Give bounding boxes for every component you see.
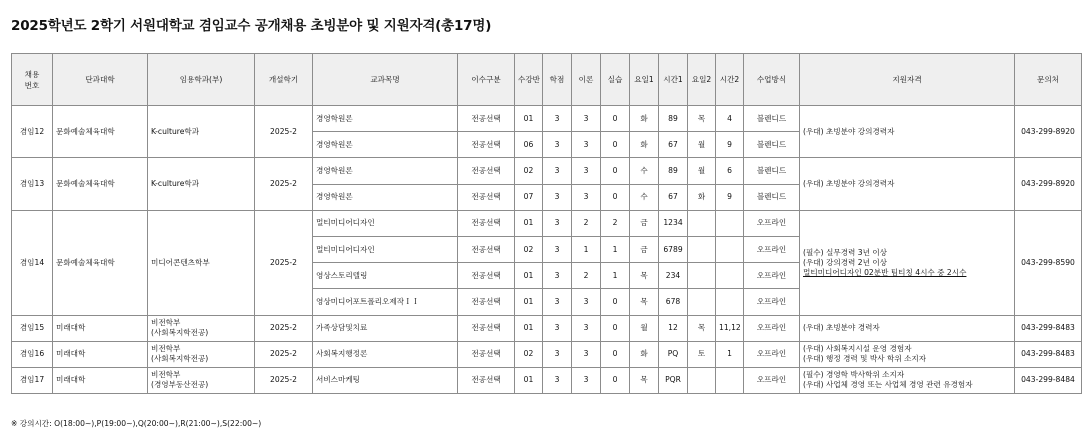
cell-type: 전공선택 xyxy=(458,106,515,132)
cell-method: 오프라인 xyxy=(744,210,800,236)
cell-method: 블렌디드 xyxy=(744,158,800,184)
cell-day2 xyxy=(688,367,716,393)
header-type: 이수구분 xyxy=(458,54,515,106)
cell-theory: 3 xyxy=(572,341,601,367)
dept-line: 비전학부 xyxy=(151,370,181,380)
cell-day2 xyxy=(688,236,716,262)
cell-no: 겸임14 xyxy=(12,210,53,315)
cell-dept: K-culture학과 xyxy=(148,158,255,210)
cell-practice: 1 xyxy=(601,263,630,289)
cell-time2 xyxy=(716,263,744,289)
cell-qualification xyxy=(800,106,1015,158)
cell-credit: 3 xyxy=(543,210,572,236)
table-row xyxy=(12,158,1082,184)
cell-theory: 1 xyxy=(572,236,601,262)
cell-qualification xyxy=(800,341,1015,367)
cell-qualification xyxy=(800,367,1015,393)
qualification-line: (필수) 실무경력 3년 이상 xyxy=(803,247,888,257)
table-row xyxy=(12,367,1082,393)
cell-dept xyxy=(148,315,255,341)
qualification-line: (우대) 사업체 경영 또는 사업체 경영 관련 유경험자 xyxy=(803,380,973,390)
dept-major: (사회복지학전공) xyxy=(151,328,209,338)
cell-day1: 화 xyxy=(630,341,659,367)
cell-time2 xyxy=(716,289,744,315)
cell-type: 전공선택 xyxy=(458,184,515,210)
cell-college: 미래대학 xyxy=(53,315,148,341)
cell-credit: 3 xyxy=(543,184,572,210)
dept-line: 비전학부 xyxy=(151,344,181,354)
cell-time2: 6 xyxy=(716,158,744,184)
header-method: 수업방식 xyxy=(744,54,800,106)
dept-line: 비전학부 xyxy=(151,318,181,328)
cell-course: 멀티미디어디자인 xyxy=(313,210,458,236)
cell-course: 영상미디어포트폴리오제작ＩＩ xyxy=(313,289,458,315)
cell-semester: 2025-2 xyxy=(255,210,313,315)
cell-credit: 3 xyxy=(543,132,572,158)
cell-qualification xyxy=(800,315,1015,341)
cell-type: 전공선택 xyxy=(458,263,515,289)
header-day1: 요일1 xyxy=(630,54,659,106)
cell-credit: 3 xyxy=(543,106,572,132)
cell-section: 01 xyxy=(515,289,543,315)
cell-credit: 3 xyxy=(543,263,572,289)
cell-method: 오프라인 xyxy=(744,315,800,341)
cell-practice: 0 xyxy=(601,289,630,315)
header-day2: 요일2 xyxy=(688,54,716,106)
cell-day2: 월 xyxy=(688,158,716,184)
cell-day1: 수 xyxy=(630,158,659,184)
qualification-line: (우대) 초빙분야 강의경력자 xyxy=(803,126,895,136)
cell-practice: 0 xyxy=(601,158,630,184)
header-no-line1: 채용 xyxy=(24,69,40,79)
cell-no: 겸임16 xyxy=(12,341,53,367)
cell-theory: 3 xyxy=(572,315,601,341)
cell-contact: 043-299-8920 xyxy=(1015,158,1082,210)
qualification-line: (우대) 초빙분야 강의경력자 xyxy=(803,179,895,189)
dept-major: (경영부동산전공) xyxy=(151,380,209,390)
cell-contact: 043-299-8483 xyxy=(1015,341,1082,367)
cell-method: 블렌디드 xyxy=(744,132,800,158)
cell-no: 겸임17 xyxy=(12,367,53,393)
lecture-time-footnote: ※ 강의시간: O(18:00~),P(19:00~),Q(20:00~),R(21:00~),S(22:00~) xyxy=(11,419,262,428)
cell-time2: 4 xyxy=(716,106,744,132)
cell-type: 전공선택 xyxy=(458,289,515,315)
cell-practice: 0 xyxy=(601,367,630,393)
cell-day1: 수 xyxy=(630,184,659,210)
cell-time1: 67 xyxy=(659,184,688,210)
cell-course: 경영학원론 xyxy=(313,184,458,210)
cell-contact: 043-299-8483 xyxy=(1015,315,1082,341)
qualification-line: (우대) 초빙분야 경력자 xyxy=(803,323,880,333)
cell-no: 겸임15 xyxy=(12,315,53,341)
cell-college: 문화예술체육대학 xyxy=(53,210,148,315)
cell-semester: 2025-2 xyxy=(255,158,313,210)
header-practice: 실습 xyxy=(601,54,630,106)
header-course: 교과목명 xyxy=(313,54,458,106)
cell-day2: 토 xyxy=(688,341,716,367)
cell-credit: 3 xyxy=(543,367,572,393)
cell-practice: 0 xyxy=(601,184,630,210)
cell-time2 xyxy=(716,210,744,236)
cell-theory: 2 xyxy=(572,263,601,289)
cell-dept: K-culture학과 xyxy=(148,106,255,158)
cell-section: 02 xyxy=(515,341,543,367)
cell-type: 전공선택 xyxy=(458,158,515,184)
cell-theory: 3 xyxy=(572,184,601,210)
cell-theory: 3 xyxy=(572,106,601,132)
table-row xyxy=(12,341,1082,367)
header-time1: 시간1 xyxy=(659,54,688,106)
cell-theory: 3 xyxy=(572,289,601,315)
cell-theory: 3 xyxy=(572,132,601,158)
cell-practice: 2 xyxy=(601,210,630,236)
cell-method: 오프라인 xyxy=(744,367,800,393)
qualification-line: (우대) 행정 경력 및 박사 학위 소지자 xyxy=(803,354,927,364)
cell-time1: 6789 xyxy=(659,236,688,262)
table-row xyxy=(12,210,1082,236)
cell-day1: 금 xyxy=(630,210,659,236)
cell-course: 경영학원론 xyxy=(313,106,458,132)
cell-college: 문화예술체육대학 xyxy=(53,106,148,158)
cell-time2: 1 xyxy=(716,341,744,367)
cell-course: 영상스토리텔링 xyxy=(313,263,458,289)
cell-section: 01 xyxy=(515,106,543,132)
cell-practice: 0 xyxy=(601,341,630,367)
cell-time1: PQR xyxy=(659,367,688,393)
cell-day2: 목 xyxy=(688,315,716,341)
header-section: 수강반 xyxy=(515,54,543,106)
cell-section: 01 xyxy=(515,315,543,341)
cell-day2: 목 xyxy=(688,106,716,132)
table-header-row xyxy=(12,54,1082,106)
cell-credit: 3 xyxy=(543,158,572,184)
cell-course: 멀티미디어디자인 xyxy=(313,236,458,262)
cell-time1: 12 xyxy=(659,315,688,341)
cell-time2: 9 xyxy=(716,184,744,210)
cell-semester: 2025-2 xyxy=(255,367,313,393)
cell-day1: 화 xyxy=(630,106,659,132)
cell-day1: 월 xyxy=(630,315,659,341)
cell-time2: 11,12 xyxy=(716,315,744,341)
cell-method: 블렌디드 xyxy=(744,106,800,132)
cell-semester: 2025-2 xyxy=(255,341,313,367)
cell-theory: 2 xyxy=(572,210,601,236)
cell-credit: 3 xyxy=(543,236,572,262)
qualification-line: (우대) 강의경력 2년 이상 xyxy=(803,257,888,267)
qualification-line: (필수) 경영학 박사학위 소지자 xyxy=(803,370,905,380)
cell-method: 오프라인 xyxy=(744,236,800,262)
cell-time1: 89 xyxy=(659,106,688,132)
cell-section: 01 xyxy=(515,367,543,393)
cell-method: 오프라인 xyxy=(744,289,800,315)
header-qualification: 지원자격 xyxy=(800,54,1015,106)
cell-college: 문화예술체육대학 xyxy=(53,158,148,210)
cell-section: 01 xyxy=(515,263,543,289)
cell-course: 서비스마케팅 xyxy=(313,367,458,393)
cell-college: 미래대학 xyxy=(53,341,148,367)
cell-qualification xyxy=(800,158,1015,210)
cell-time2 xyxy=(716,236,744,262)
cell-course: 경영학원론 xyxy=(313,132,458,158)
cell-semester: 2025-2 xyxy=(255,106,313,158)
header-time2: 시간2 xyxy=(716,54,744,106)
cell-course: 가족상담및치료 xyxy=(313,315,458,341)
cell-day2 xyxy=(688,210,716,236)
cell-dept xyxy=(148,341,255,367)
qualification-line: (우대) 사회복지시설 운영 경험자 xyxy=(803,344,912,354)
cell-course: 사회복지행정론 xyxy=(313,341,458,367)
cell-section: 02 xyxy=(515,236,543,262)
header-theory: 이론 xyxy=(572,54,601,106)
cell-section: 06 xyxy=(515,132,543,158)
cell-day1: 화 xyxy=(630,132,659,158)
qualification-note: 멀티미디어디자인 02분반 팀티칭 4시수 중 2시수 xyxy=(803,267,967,277)
cell-day1: 목 xyxy=(630,367,659,393)
cell-time2 xyxy=(716,367,744,393)
header-dept: 임용학과(부) xyxy=(148,54,255,106)
cell-method: 오프라인 xyxy=(744,263,800,289)
cell-practice: 0 xyxy=(601,106,630,132)
header-no-line2: 번호 xyxy=(24,80,40,90)
recruitment-table xyxy=(11,53,1082,394)
cell-contact: 043-299-8920 xyxy=(1015,106,1082,158)
cell-qualification xyxy=(800,210,1015,315)
cell-dept xyxy=(148,367,255,393)
cell-time1: 234 xyxy=(659,263,688,289)
cell-day2: 월 xyxy=(688,132,716,158)
cell-type: 전공선택 xyxy=(458,210,515,236)
cell-theory: 3 xyxy=(572,367,601,393)
cell-type: 전공선택 xyxy=(458,367,515,393)
cell-credit: 3 xyxy=(543,315,572,341)
cell-no: 겸임13 xyxy=(12,158,53,210)
table-row xyxy=(12,106,1082,132)
cell-time1: 678 xyxy=(659,289,688,315)
cell-semester: 2025-2 xyxy=(255,315,313,341)
cell-day2 xyxy=(688,289,716,315)
cell-day1: 목 xyxy=(630,289,659,315)
cell-type: 전공선택 xyxy=(458,341,515,367)
cell-section: 07 xyxy=(515,184,543,210)
header-credit: 학점 xyxy=(543,54,572,106)
cell-method: 오프라인 xyxy=(744,341,800,367)
cell-day1: 목 xyxy=(630,263,659,289)
cell-college: 미래대학 xyxy=(53,367,148,393)
cell-time1: 67 xyxy=(659,132,688,158)
cell-day1: 금 xyxy=(630,236,659,262)
cell-method: 블렌디드 xyxy=(744,184,800,210)
header-semester: 개설학기 xyxy=(255,54,313,106)
cell-dept: 미디어콘텐츠학부 xyxy=(148,210,255,315)
cell-practice: 0 xyxy=(601,315,630,341)
cell-time1: 89 xyxy=(659,158,688,184)
header-college: 단과대학 xyxy=(53,54,148,106)
cell-practice: 0 xyxy=(601,132,630,158)
dept-major: (사회복지학전공) xyxy=(151,354,209,364)
cell-contact: 043-299-8590 xyxy=(1015,210,1082,315)
cell-section: 02 xyxy=(515,158,543,184)
cell-credit: 3 xyxy=(543,341,572,367)
cell-no: 겸임12 xyxy=(12,106,53,158)
cell-section: 01 xyxy=(515,210,543,236)
cell-credit: 3 xyxy=(543,289,572,315)
cell-theory: 3 xyxy=(572,158,601,184)
cell-time1: PQ xyxy=(659,341,688,367)
cell-type: 전공선택 xyxy=(458,236,515,262)
cell-type: 전공선택 xyxy=(458,132,515,158)
table-row xyxy=(12,315,1082,341)
cell-practice: 1 xyxy=(601,236,630,262)
cell-day2: 화 xyxy=(688,184,716,210)
cell-time1: 1234 xyxy=(659,210,688,236)
header-contact: 문의처 xyxy=(1015,54,1082,106)
cell-course: 경영학원론 xyxy=(313,158,458,184)
cell-contact: 043-299-8484 xyxy=(1015,367,1082,393)
cell-time2: 9 xyxy=(716,132,744,158)
page-title: 2025학년도 2학기 서원대학교 겸임교수 공개채용 초빙분야 및 지원자격(총17명) xyxy=(11,18,492,34)
cell-type: 전공선택 xyxy=(458,315,515,341)
cell-day2 xyxy=(688,263,716,289)
header-no xyxy=(12,54,53,106)
